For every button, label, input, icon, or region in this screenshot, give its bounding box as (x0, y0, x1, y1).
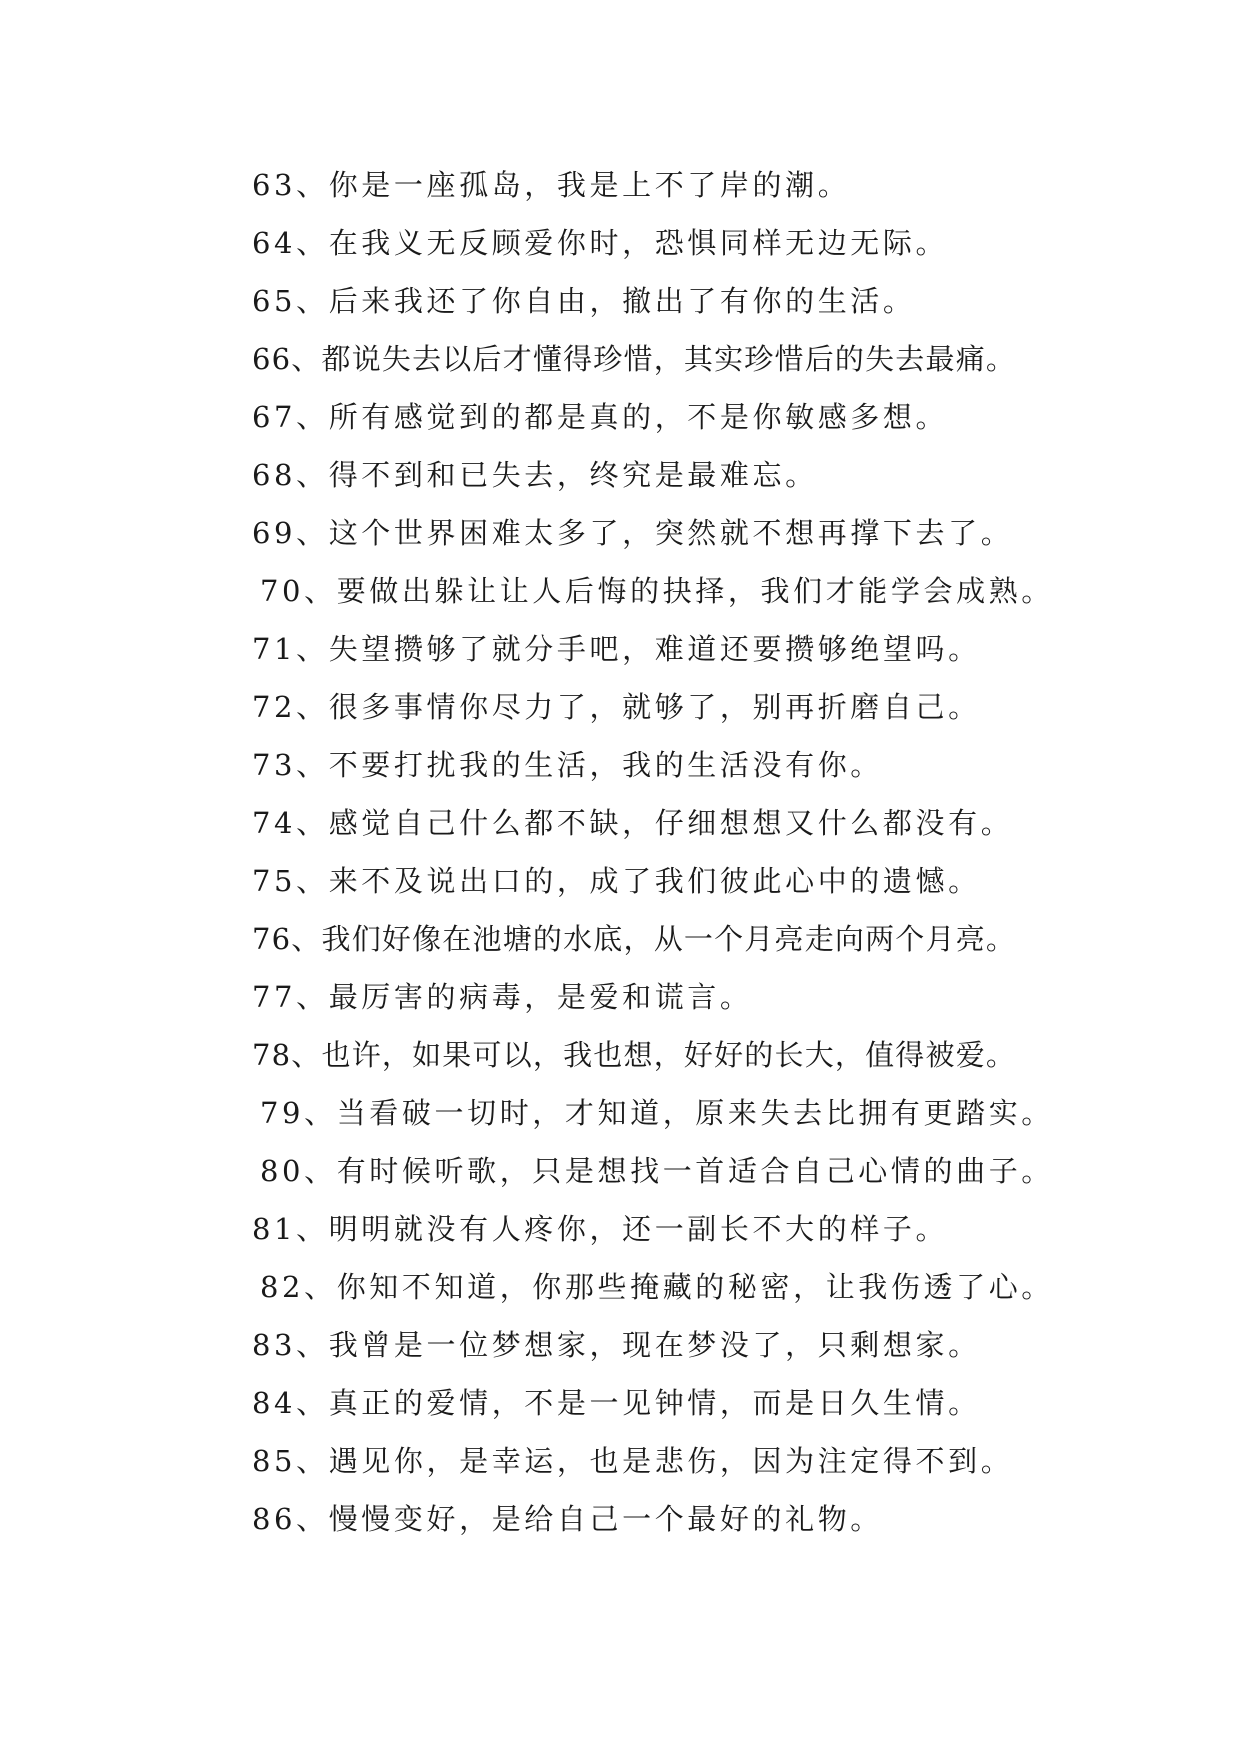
quote-line-81: 81、明明就没有人疼你，还一副长不大的样子。 (252, 1212, 949, 1246)
quote-line-70: 70、要做出躲让让人后悔的抉择，我们才能学会成熟。 (260, 574, 1054, 608)
quote-line-64: 64、在我义无反顾爱你时，恐惧同样无边无际。 (252, 226, 949, 260)
quote-line-86: 86、慢慢变好，是给自己一个最好的礼物。 (252, 1502, 883, 1536)
quote-line-75: 75、来不及说出口的，成了我们彼此心中的遗憾。 (252, 864, 981, 898)
quote-line-72: 72、很多事情你尽力了，就够了，别再折磨自己。 (252, 690, 981, 724)
quote-line-67: 67、所有感觉到的都是真的，不是你敏感多想。 (252, 400, 949, 434)
quote-line-84: 84、真正的爱情，不是一见钟情，而是日久生情。 (252, 1386, 981, 1420)
quote-line-79: 79、当看破一切时，才知道，原来失去比拥有更踏实。 (260, 1096, 1054, 1130)
quote-line-71: 71、失望攒够了就分手吧，难道还要攒够绝望吗。 (252, 632, 981, 666)
quote-line-85: 85、遇见你，是幸运，也是悲伤，因为注定得不到。 (252, 1444, 1014, 1478)
quote-line-63: 63、你是一座孤岛，我是上不了岸的潮。 (252, 168, 851, 202)
quote-line-78: 78、也许，如果可以，我也想，好好的长大，值得被爱。 (252, 1038, 1017, 1072)
quote-line-74: 74、感觉自己什么都不缺，仔细想想又什么都没有。 (252, 806, 1014, 840)
quote-line-83: 83、我曾是一位梦想家，现在梦没了，只剩想家。 (252, 1328, 981, 1362)
quote-list (252, 156, 1132, 1548)
quote-line-76: 76、我们好像在池塘的水底，从一个月亮走向两个月亮。 (252, 922, 1017, 956)
quote-line-77: 77、最厉害的病毒，是爱和谎言。 (252, 980, 753, 1014)
quote-line-68: 68、得不到和已失去，终究是最难忘。 (252, 458, 818, 492)
quote-line-80: 80、有时候听歌，只是想找一首适合自己心情的曲子。 (260, 1154, 1054, 1188)
quote-line-82: 82、你知不知道，你那些掩藏的秘密，让我伤透了心。 (260, 1270, 1054, 1304)
quote-line-69: 69、这个世界困难太多了，突然就不想再撑下去了。 (252, 516, 1014, 550)
quote-line-66: 66、都说失去以后才懂得珍惜，其实珍惜后的失去最痛。 (252, 342, 1017, 376)
quote-line-73: 73、不要打扰我的生活，我的生活没有你。 (252, 748, 883, 782)
quote-line-65: 65、后来我还了你自由，撤出了有你的生活。 (252, 284, 916, 318)
